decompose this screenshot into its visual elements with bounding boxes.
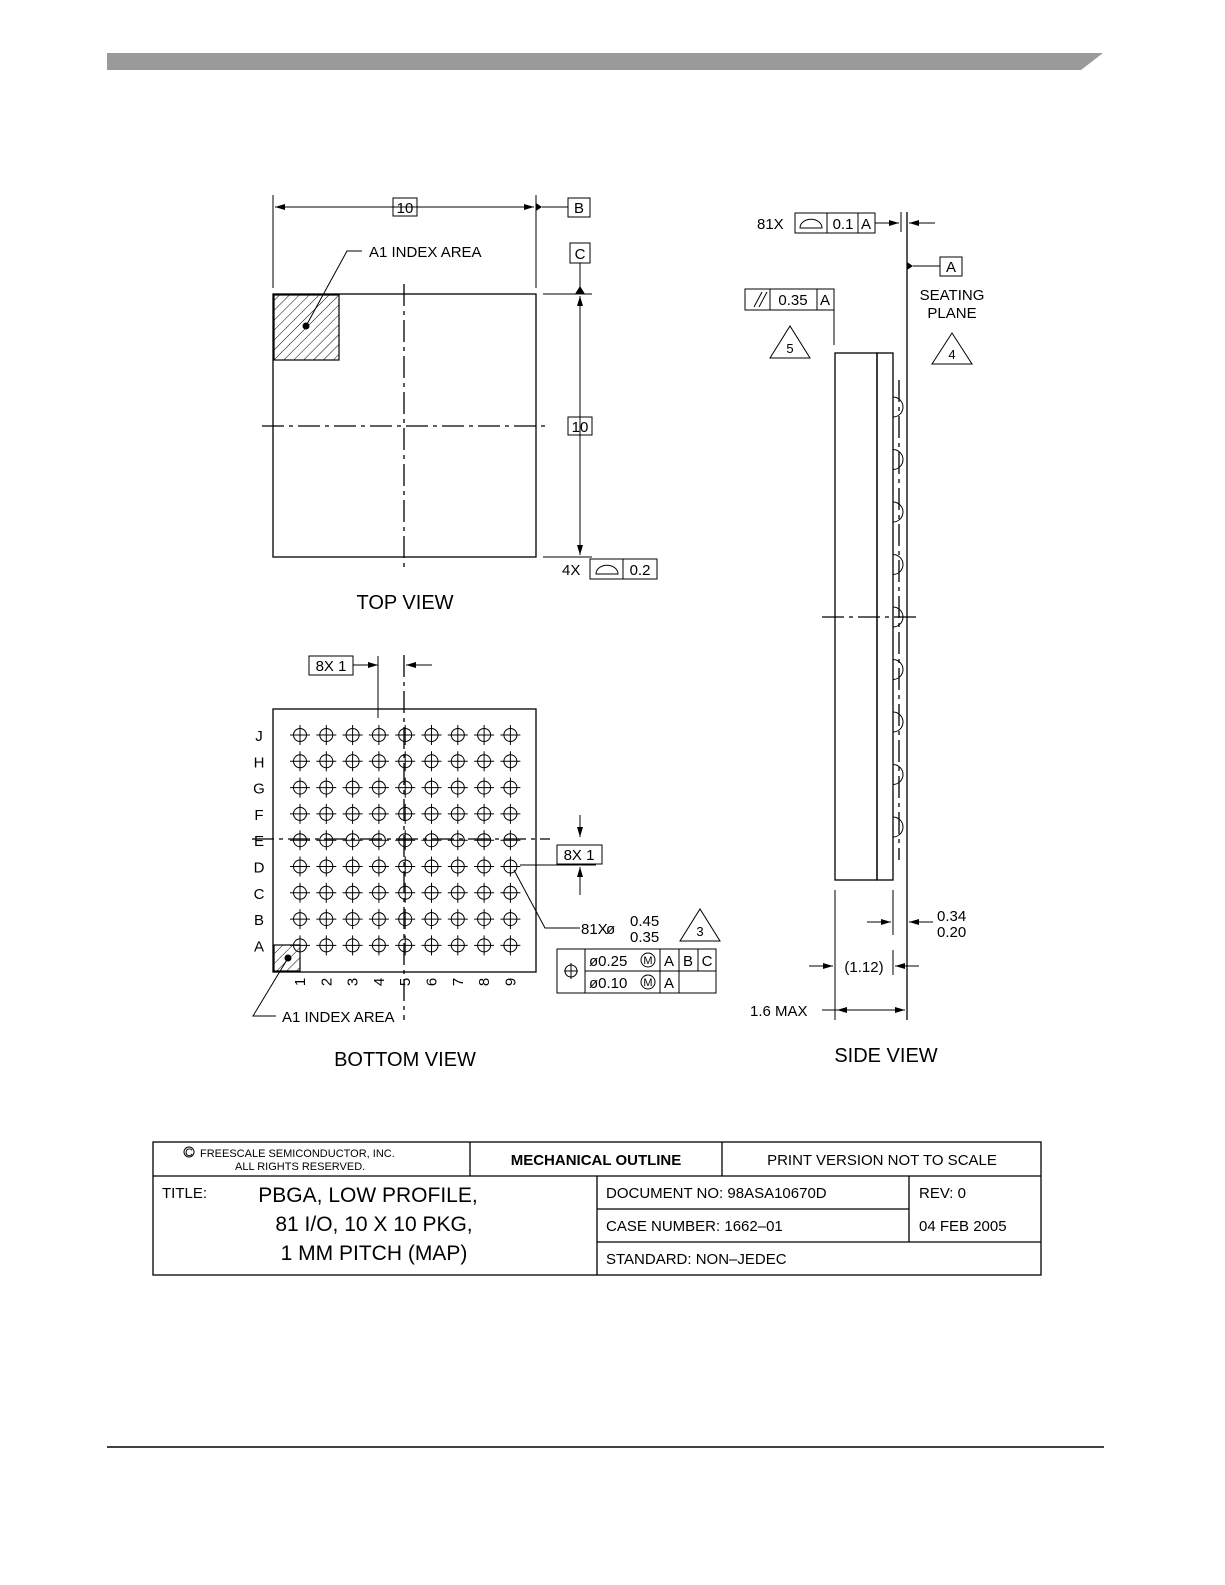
ball bbox=[290, 778, 310, 798]
col-label: 6 bbox=[423, 977, 441, 987]
ball bbox=[448, 751, 468, 771]
ball bbox=[500, 883, 520, 903]
side-ball bbox=[893, 502, 903, 522]
ball bbox=[343, 804, 363, 824]
ball bbox=[395, 778, 415, 798]
position-tol-1-datum-b: B bbox=[682, 953, 694, 970]
ball bbox=[343, 830, 363, 850]
ball bbox=[474, 804, 494, 824]
ball-note-number: 3 bbox=[696, 924, 704, 939]
ball bbox=[500, 935, 520, 955]
ball-count: 81X bbox=[581, 921, 608, 938]
ball bbox=[290, 883, 310, 903]
position-tol-2-datum-a: A bbox=[663, 975, 675, 992]
ball bbox=[474, 857, 494, 877]
copyright-line1: FREESCALE SEMICONDUCTOR, INC. bbox=[200, 1148, 395, 1160]
ball bbox=[422, 883, 442, 903]
parallelism-datum: A bbox=[819, 292, 831, 309]
ball bbox=[448, 909, 468, 929]
ball bbox=[343, 909, 363, 929]
title-label: TITLE: bbox=[162, 1185, 208, 1202]
standoff-max: 0.34 bbox=[937, 908, 967, 925]
ball bbox=[369, 830, 389, 850]
ball bbox=[474, 935, 494, 955]
revision: REV: 0 bbox=[919, 1185, 966, 1202]
coplanarity-datum: A bbox=[860, 216, 872, 233]
ball bbox=[500, 857, 520, 877]
ball bbox=[474, 830, 494, 850]
ball bbox=[395, 751, 415, 771]
side-ball bbox=[893, 765, 903, 785]
ball bbox=[474, 883, 494, 903]
standoff-min: 0.20 bbox=[937, 924, 967, 941]
top-index-area-label: A1 INDEX AREA bbox=[369, 244, 482, 261]
ball bbox=[369, 935, 389, 955]
datum-c-label: C bbox=[574, 246, 586, 263]
ball bbox=[422, 909, 442, 929]
ball bbox=[448, 804, 468, 824]
ball bbox=[290, 909, 310, 929]
ball bbox=[316, 751, 336, 771]
row-label: E bbox=[253, 833, 265, 851]
ball bbox=[422, 751, 442, 771]
ball bbox=[369, 804, 389, 824]
top-view bbox=[262, 195, 657, 614]
ball bbox=[448, 778, 468, 798]
ball bbox=[395, 804, 415, 824]
print-version-note: PRINT VERSION NOT TO SCALE bbox=[767, 1152, 997, 1169]
ball bbox=[343, 725, 363, 745]
ball bbox=[500, 725, 520, 745]
side-ball bbox=[893, 555, 903, 575]
ball bbox=[395, 909, 415, 929]
row-label: B bbox=[253, 912, 265, 930]
ball bbox=[395, 857, 415, 877]
row-label: H bbox=[253, 754, 265, 772]
mmc-symbol-1: M bbox=[643, 955, 653, 967]
ball bbox=[369, 778, 389, 798]
ball bbox=[500, 778, 520, 798]
bottom-view bbox=[252, 655, 720, 1071]
row-label: A bbox=[253, 938, 265, 956]
seating-plane-label-2: PLANE bbox=[927, 305, 977, 322]
ball-dia-max: 0.45 bbox=[630, 913, 660, 930]
title-line3: 1 MM PITCH (MAP) bbox=[280, 1242, 468, 1265]
ball bbox=[316, 830, 336, 850]
standard: STANDARD: NON–JEDEC bbox=[606, 1251, 787, 1268]
side-view bbox=[745, 212, 984, 1067]
ball-diameter-symbol: ø bbox=[606, 921, 616, 938]
col-label: 7 bbox=[449, 977, 467, 987]
ball bbox=[316, 883, 336, 903]
ball bbox=[343, 778, 363, 798]
ball bbox=[316, 935, 336, 955]
col-label: 3 bbox=[344, 977, 362, 987]
ball bbox=[290, 857, 310, 877]
ball bbox=[369, 883, 389, 903]
ball bbox=[474, 909, 494, 929]
flatness-count: 4X bbox=[562, 562, 581, 579]
title-line1: PBGA, LOW PROFILE, bbox=[258, 1184, 478, 1207]
position-tol-1: ø0.25 bbox=[589, 953, 628, 970]
row-label: C bbox=[253, 885, 265, 903]
drawing-date: 04 FEB 2005 bbox=[919, 1218, 1007, 1235]
ball bbox=[316, 725, 336, 745]
coplanarity-value: 0.1 bbox=[832, 216, 854, 233]
ball bbox=[448, 830, 468, 850]
ball bbox=[316, 909, 336, 929]
ball bbox=[343, 883, 363, 903]
ball bbox=[474, 778, 494, 798]
ball bbox=[422, 857, 442, 877]
parallelism-note-number: 5 bbox=[786, 341, 794, 356]
datum-b-label: B bbox=[573, 200, 585, 217]
ball bbox=[474, 751, 494, 771]
side-ball bbox=[893, 660, 903, 680]
bottom-view-title: BOTTOM VIEW bbox=[334, 1049, 476, 1071]
ball bbox=[500, 909, 520, 929]
ball bbox=[290, 830, 310, 850]
width-dim-label: 10 bbox=[396, 200, 414, 217]
ball bbox=[448, 857, 468, 877]
ball bbox=[422, 778, 442, 798]
ball bbox=[316, 804, 336, 824]
height-dim-label: 10 bbox=[571, 419, 589, 436]
parallelism-value: 0.35 bbox=[778, 292, 808, 309]
bottom-index-area-label: A1 INDEX AREA bbox=[282, 1009, 395, 1026]
datum-a-label: A bbox=[945, 259, 957, 276]
mmc-symbol-2: M bbox=[643, 977, 653, 989]
ball bbox=[369, 751, 389, 771]
flatness-value: 0.2 bbox=[629, 562, 651, 579]
ball bbox=[448, 935, 468, 955]
title-line2: 81 I/O, 10 X 10 PKG, bbox=[275, 1213, 473, 1236]
ball-dia-min: 0.35 bbox=[630, 929, 660, 946]
ball bbox=[290, 804, 310, 824]
side-ball bbox=[893, 817, 903, 837]
side-ball bbox=[893, 712, 903, 732]
body-height: (1.12) bbox=[844, 959, 884, 976]
row-label: J bbox=[255, 728, 263, 745]
case-number: CASE NUMBER: 1662–01 bbox=[606, 1218, 783, 1235]
position-tol-2: ø0.10 bbox=[589, 975, 628, 992]
ball bbox=[500, 804, 520, 824]
col-label: 1 bbox=[292, 977, 309, 987]
ball bbox=[369, 909, 389, 929]
ball bbox=[448, 883, 468, 903]
side-ball bbox=[893, 397, 903, 417]
top-view-title: TOP VIEW bbox=[356, 592, 454, 614]
ball bbox=[395, 830, 415, 850]
mechanical-outline-heading: MECHANICAL OUTLINE bbox=[510, 1152, 682, 1169]
position-tol-1-datum-a: A bbox=[663, 953, 675, 970]
pitch-y-label: 8X 1 bbox=[563, 847, 595, 864]
bottom-index-leader bbox=[253, 958, 288, 1016]
ball bbox=[343, 751, 363, 771]
col-labels bbox=[292, 978, 519, 986]
row-labels bbox=[253, 728, 265, 955]
coplanarity-count: 81X bbox=[757, 216, 784, 233]
row-label: G bbox=[253, 780, 265, 798]
side-view-title: SIDE VIEW bbox=[834, 1045, 938, 1067]
ball bbox=[395, 883, 415, 903]
ball bbox=[448, 725, 468, 745]
position-tol-1-datum-c: C bbox=[701, 953, 713, 970]
seating-plane-label-1: SEATING bbox=[919, 287, 985, 304]
ball bbox=[343, 935, 363, 955]
col-label: 9 bbox=[502, 977, 520, 987]
seating-note-number: 4 bbox=[948, 347, 956, 362]
ball bbox=[290, 725, 310, 745]
col-label: 8 bbox=[476, 977, 494, 987]
title-block bbox=[153, 1142, 1041, 1275]
ball bbox=[395, 935, 415, 955]
ball-grid bbox=[290, 725, 520, 955]
ball bbox=[500, 751, 520, 771]
ball bbox=[343, 857, 363, 877]
side-ball bbox=[893, 450, 903, 470]
col-label: 5 bbox=[397, 977, 415, 987]
col-label: 4 bbox=[370, 977, 388, 987]
pitch-x-label: 8X 1 bbox=[315, 658, 347, 675]
ball bbox=[316, 778, 336, 798]
document-number: DOCUMENT NO: 98ASA10670D bbox=[606, 1185, 827, 1202]
ball bbox=[474, 725, 494, 745]
ball bbox=[369, 857, 389, 877]
col-label: 2 bbox=[318, 977, 336, 987]
ball bbox=[422, 804, 442, 824]
header-band bbox=[107, 53, 1103, 70]
ball bbox=[500, 830, 520, 850]
svg-text:C: C bbox=[185, 1147, 193, 1159]
ball bbox=[316, 857, 336, 877]
row-label: F bbox=[254, 806, 264, 824]
ball bbox=[369, 725, 389, 745]
total-height: 1.6 MAX bbox=[750, 1003, 808, 1020]
ball bbox=[422, 725, 442, 745]
ball bbox=[422, 830, 442, 850]
copyright-line2: ALL RIGHTS RESERVED. bbox=[235, 1161, 366, 1173]
ball bbox=[422, 935, 442, 955]
ball bbox=[395, 725, 415, 745]
ball bbox=[290, 751, 310, 771]
row-label: D bbox=[253, 859, 265, 877]
